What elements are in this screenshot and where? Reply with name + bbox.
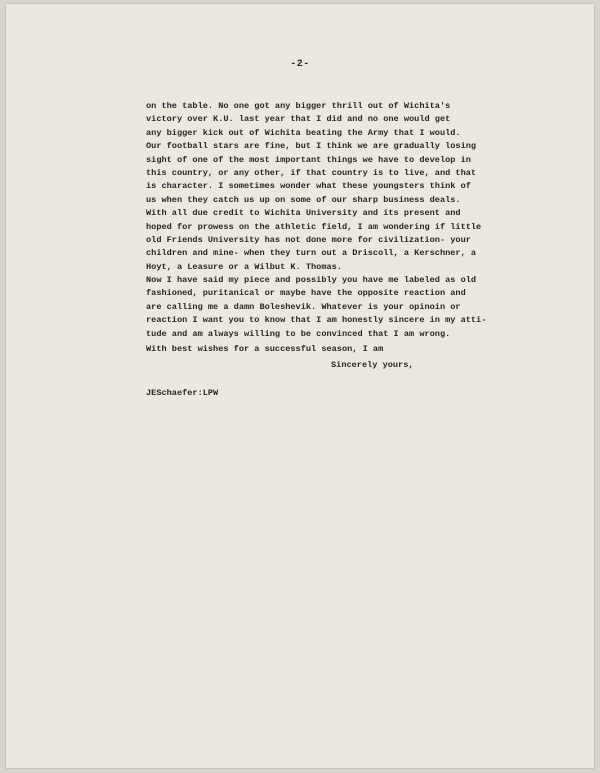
text-line: Now I have said my piece and possibly you have me labeled as old [146,275,477,285]
letter-page [6,4,594,768]
text-line: are calling me a damn Boleshevik. Whatever is your opinoin or [146,301,461,312]
text-line: fashioned, puritanical or maybe have the opposite reaction and [146,288,466,299]
text-line: us when they catch us up on some of our sharp business deals. [146,194,461,205]
text-line: old Friends University has not done more for civilization- your [146,235,471,246]
text-line: With all due credit to Wichita University and its present and [146,208,461,219]
text-line: victory over K.U. last year that I did and no one would get [146,114,451,125]
closing-line: With best wishes for a successful season, I am [146,344,384,354]
text-line: on the table. No one got any bigger thrill out of Wichita's [146,101,451,111]
text-line: tude and am always willing to be convinced that I am wrong. [146,328,451,339]
signoff: Sincerely yours, [331,360,414,370]
paragraph-1 [146,100,546,274]
text-line: any bigger kick out of Wichita beating the Army that I would. [146,127,461,138]
text-line: is character. I sometimes wonder what these youngsters think of [146,181,471,192]
text-line: children and mine- when they turn out a Driscoll, a Kerschner, a [146,248,477,259]
text-line: this country, or any other, if that country is to live, and that [146,168,477,179]
text-line: reaction I want you to know that I am honestly sincere in my atti- [146,315,487,326]
page-number: -2- [290,59,310,70]
text-line: sight of one of the most important things we have to develop in [146,154,471,165]
reference-initials: JESchaefer:LPW [146,388,219,398]
paragraph-2 [146,274,546,341]
text-line: hoped for prowess on the athletic field, I am wondering if little [146,221,482,232]
text-line: Hoyt, a Leasure or a Wilbut K. Thomas. [146,261,342,272]
text-line: Our football stars are fine, but I think we are gradually losing [146,141,477,152]
